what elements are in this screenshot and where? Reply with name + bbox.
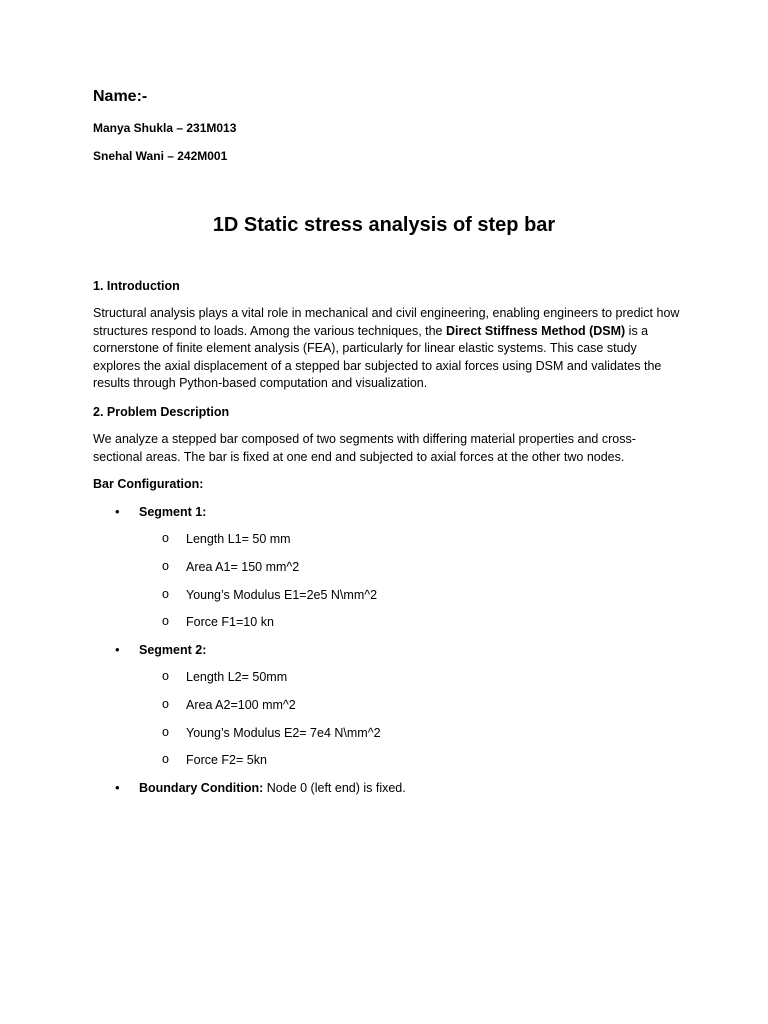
intro-text-part2: is a cornerstone of finite element analysis (FEA), particularly for linear elastic systems. This case study explores the axial displacement of a stepped bar subjected to axial forces using DSM and validates the results through Python-based computation and visualization. xyxy=(93,323,662,390)
segment-1-item: Young’s Modulus E1=2e5 N\mm^2 xyxy=(186,588,378,602)
segment-2-item: Young’s Modulus E2= 7e4 N\mm^2 xyxy=(186,726,381,740)
boundary-condition xyxy=(139,781,406,795)
sub-bullet: o xyxy=(162,669,169,683)
segment-1-item: Area A1= 150 mm^2 xyxy=(186,560,300,574)
introduction-paragraph xyxy=(93,305,683,393)
name-label: Name:- xyxy=(93,88,148,105)
sub-bullet: o xyxy=(162,752,169,766)
problem-heading: 2. Problem Description xyxy=(93,405,230,419)
sub-bullet: o xyxy=(162,531,169,545)
introduction-heading: 1. Introduction xyxy=(93,279,180,293)
configuration-heading: Bar Configuration: xyxy=(93,477,204,491)
segment-1-item: Length L1= 50 mm xyxy=(186,532,291,546)
segment-1-label: Segment 1: xyxy=(139,505,207,519)
segment-1-item: Force F1=10 kn xyxy=(186,615,274,629)
bullet-segment-2: • xyxy=(115,642,120,657)
segment-2-item: Length L2= 50mm xyxy=(186,670,288,684)
intro-text-bold: Direct Stiffness Method (DSM) xyxy=(446,323,626,338)
bullet-boundary: • xyxy=(115,780,120,795)
document-title: 1D Static stress analysis of step bar xyxy=(212,214,556,236)
boundary-text: Node 0 (left end) is fixed. xyxy=(263,781,406,795)
problem-paragraph: We analyze a stepped bar composed of two segments with differing material properties and cross-sectional areas. The bar is fixed at one end and subjected to axial forces at the other two nodes. xyxy=(93,432,636,464)
bullet-segment-1: • xyxy=(115,504,120,519)
sub-bullet: o xyxy=(162,697,169,711)
sub-bullet: o xyxy=(162,559,169,573)
author-2: Snehal Wani – 242M001 xyxy=(93,149,228,163)
intro-text-part1: Structural analysis plays a vital role in mechanical and civil engineering, enabling engineers to predict how structures respond to loads. Among the various techniques, the xyxy=(93,306,680,338)
segment-2-item: Force F2= 5kn xyxy=(186,753,267,767)
author-1: Manya Shukla – 231M013 xyxy=(93,121,237,135)
sub-bullet: o xyxy=(162,725,169,739)
boundary-label: Boundary Condition: xyxy=(139,781,264,795)
segment-2-label: Segment 2: xyxy=(139,643,207,657)
sub-bullet: o xyxy=(162,614,169,628)
segment-2-item: Area A2=100 mm^2 xyxy=(186,698,296,712)
sub-bullet: o xyxy=(162,587,169,601)
